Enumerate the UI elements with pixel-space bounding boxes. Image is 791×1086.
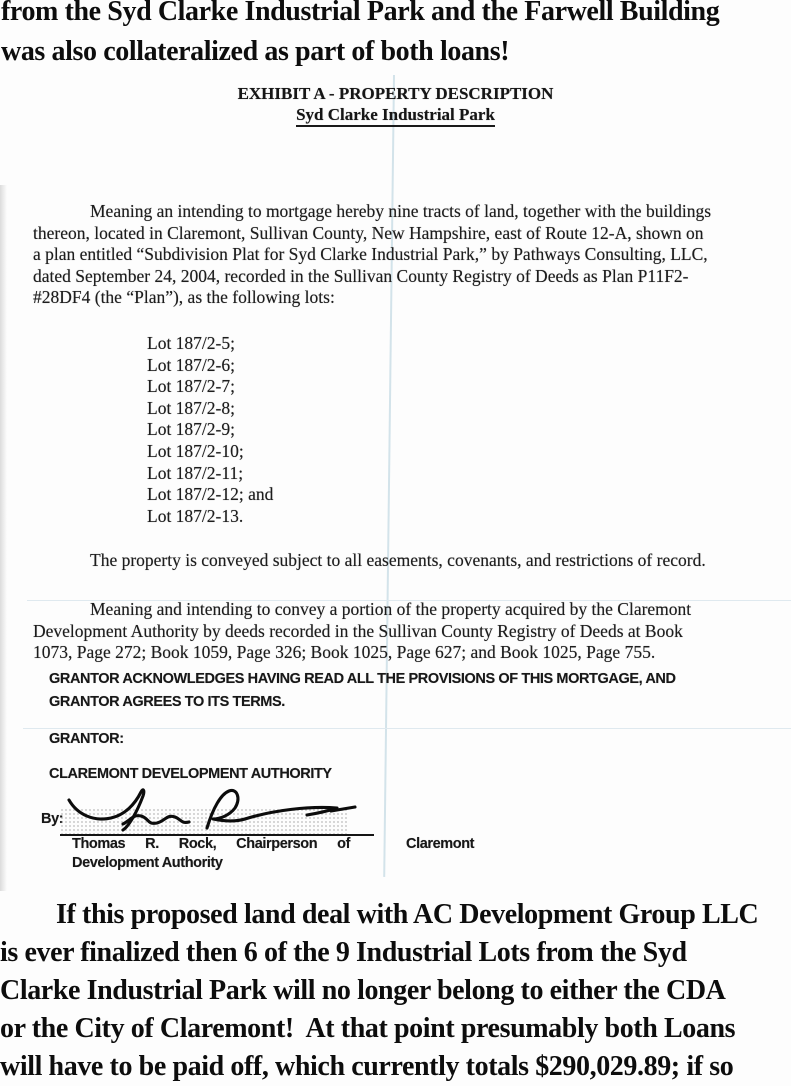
description-line: #28DF4 (the “Plan”), as the following lots:	[33, 287, 335, 307]
lot-item: Lot 187/2-7;	[147, 376, 235, 397]
commentary-line: from the Syd Clarke Industrial Park and the Farwell Building	[1, 0, 720, 27]
exhibit-subtitle: Syd Clarke Industrial Park	[0, 105, 791, 128]
conveyance-line: Development Authority by deeds recorded in the Sullivan County Registry of Deeds at Book	[33, 620, 683, 641]
signer-title-line2: Development Authority	[72, 855, 223, 871]
lot-item: Lot 187/2-9;	[147, 419, 235, 440]
conveyance-line: 1073, Page 272; Book 1059, Page 326; Book 1025, Page 627; and Book 1025, Page 755.	[33, 642, 656, 662]
signer-name-row	[72, 836, 350, 852]
lot-item: Lot 187/2-8;	[147, 397, 235, 418]
commentary-line: will have to be paid off, which currently totals $290,029.89; if so	[0, 1051, 734, 1082]
commentary-line: is ever finalized then 6 of the 9 Industrial Lots from the Syd	[0, 937, 687, 968]
lot-item: Lot 187/2-6;	[147, 354, 235, 375]
description-line: dated September 24, 2004, recorded in the Sullivan County Registry of Deeds as Plan P11F2-	[33, 265, 689, 286]
exhibit-heading	[0, 84, 791, 127]
conveyance-line: Meaning and intending to convey a portion of the property acquired by the Claremont	[90, 599, 692, 619]
scan-fold-line	[383, 75, 395, 877]
grantor-name: CLAREMONT DEVELOPMENT AUTHORITY	[49, 766, 332, 782]
signer-name-word: Rock,	[178, 836, 217, 852]
acknowledgment-line: GRANTOR ACKNOWLEDGES HAVING READ ALL THE PROVISIONS OF THIS MORTGAGE, AND	[49, 671, 676, 687]
exhibit-title: EXHIBIT A - PROPERTY DESCRIPTION	[237, 84, 554, 103]
commentary-line: Clarke Industrial Park will no longer belong to either the CDA	[0, 975, 726, 1006]
scan-rule-bottom	[23, 728, 791, 729]
description-line: Meaning an intending to mortgage hereby nine tracts of land, together with the buildings	[90, 201, 712, 221]
lot-item: Lot 187/2-12; and	[147, 484, 274, 505]
commentary-line: or the City of Claremont! At that point presumably both Loans	[0, 1013, 736, 1044]
lot-item: Lot 187/2-11;	[147, 462, 244, 483]
lot-item: Lot 187/2-5;	[147, 333, 235, 353]
by-label: By:	[41, 811, 64, 827]
description-line: a plan entitled “Subdivision Plat for Syd Clarke Industrial Park,” by Pathways Consulting, LLC,	[33, 244, 708, 264]
signer-name-word: of	[337, 836, 350, 852]
easements-paragraph	[33, 550, 706, 572]
description-paragraph	[33, 201, 711, 309]
top-commentary	[1, 0, 791, 72]
conveyance-paragraph	[33, 599, 691, 664]
signature-icon	[58, 786, 360, 836]
acknowledgment	[49, 668, 676, 713]
commentary-line: was also collateralized as part of both loans!	[1, 36, 510, 67]
easements-line: The property is conveyed subject to all easements, covenants, and restrictions of record.	[90, 550, 706, 570]
signer-name-word: Chairperson	[236, 836, 318, 852]
signer-name-word: R.	[145, 836, 159, 852]
bottom-commentary	[0, 896, 791, 1086]
lot-item: Lot 187/2-13.	[147, 505, 244, 526]
commentary-line: If this proposed land deal with AC Development Group LLC	[56, 899, 759, 930]
grantor-label: GRANTOR:	[49, 731, 124, 747]
scan-edge-artifact	[0, 185, 7, 891]
scanned-exhibit	[0, 73, 791, 890]
acknowledgment-line: GRANTOR AGREES TO ITS TERMS.	[49, 693, 285, 710]
lot-item: Lot 187/2-10;	[147, 440, 244, 461]
signer-name-right: Claremont	[406, 836, 475, 852]
lot-list	[147, 333, 273, 527]
signer-name-word: Thomas	[72, 836, 126, 852]
description-line: thereon, located in Claremont, Sullivan County, New Hampshire, east of Route 12-A, shown on	[33, 222, 704, 243]
